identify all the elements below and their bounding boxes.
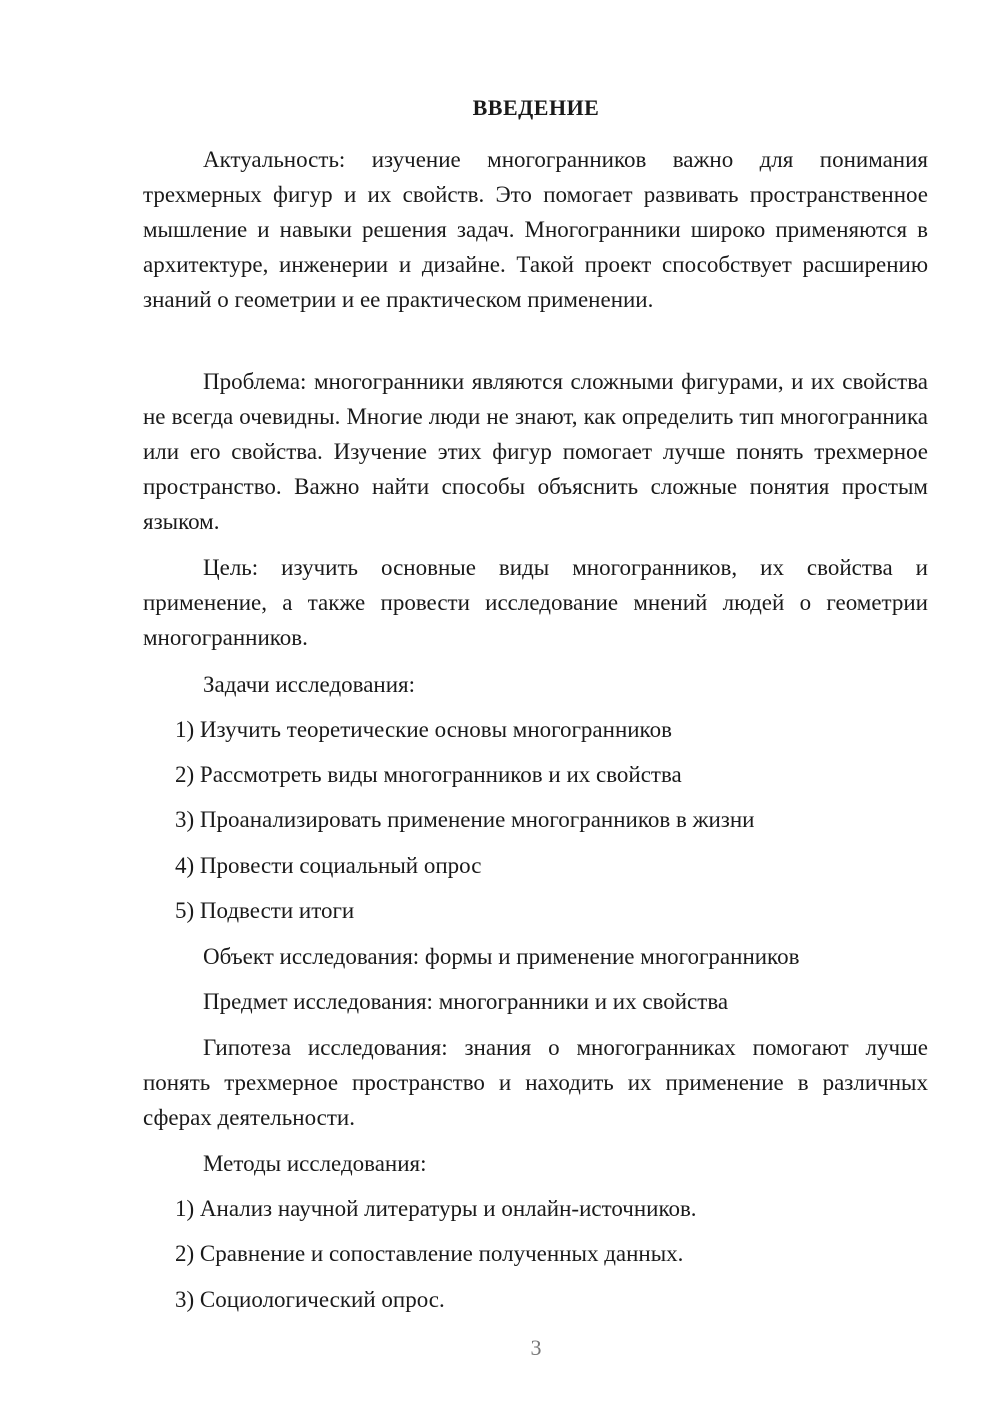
hypothesis-paragraph: Гипотеза исследования: знания о многогранниках помогают лучше понять трехмерное пространство и находить их применение в различных сферах деятельности. [143,1035,928,1130]
subject-line: Предмет исследования: многогранники и их свойства [203,989,729,1014]
page-title: ВВЕДЕНИЕ [472,95,600,120]
page-number: 3 [530,1335,542,1360]
task-item: 1) Изучить теоретические основы многогранников [175,717,672,742]
task-item: 4) Провести социальный опрос [175,853,482,878]
task-item: 5) Подвести итоги [175,898,355,923]
object-line: Объект исследования: формы и применение многогранников [203,944,800,969]
method-item: 1) Анализ научной литературы и онлайн-источников. [175,1196,697,1221]
goal-paragraph: Цель: изучить основные виды многогранников, их свойства и применение, а также провести исследование мнений людей о геометрии многогранников. [143,555,928,650]
methods-heading: Методы исследования: [203,1151,427,1176]
tasks-heading: Задачи исследования: [203,672,416,697]
method-item: 3) Социологический опрос. [175,1287,445,1312]
relevance-paragraph: Актуальность: изучение многогранников важно для понимания трехмерных фигур и их свойств. Это помогает развивать пространственное мышление и навыки решения задач. Многогранники широко применяются в архитектуре, инженерии и дизайне. Такой проект способствует расширению знаний о геометрии и ее практическом применении. [143,147,928,312]
method-item: 2) Сравнение и сопоставление полученных данных. [175,1241,684,1266]
task-item: 2) Рассмотреть виды многогранников и их свойства [175,762,682,787]
problem-paragraph: Проблема: многогранники являются сложными фигурами, и их свойства не всегда очевидны. Многие люди не знают, как определить тип многогранника или его свойства. Изучение этих фигур помогает лучше понять трехмерное пространство. Важно найти способы объяснить сложные понятия простым языком. [143,369,928,534]
task-item: 3) Проанализировать применение многогранников в жизни [175,807,755,832]
